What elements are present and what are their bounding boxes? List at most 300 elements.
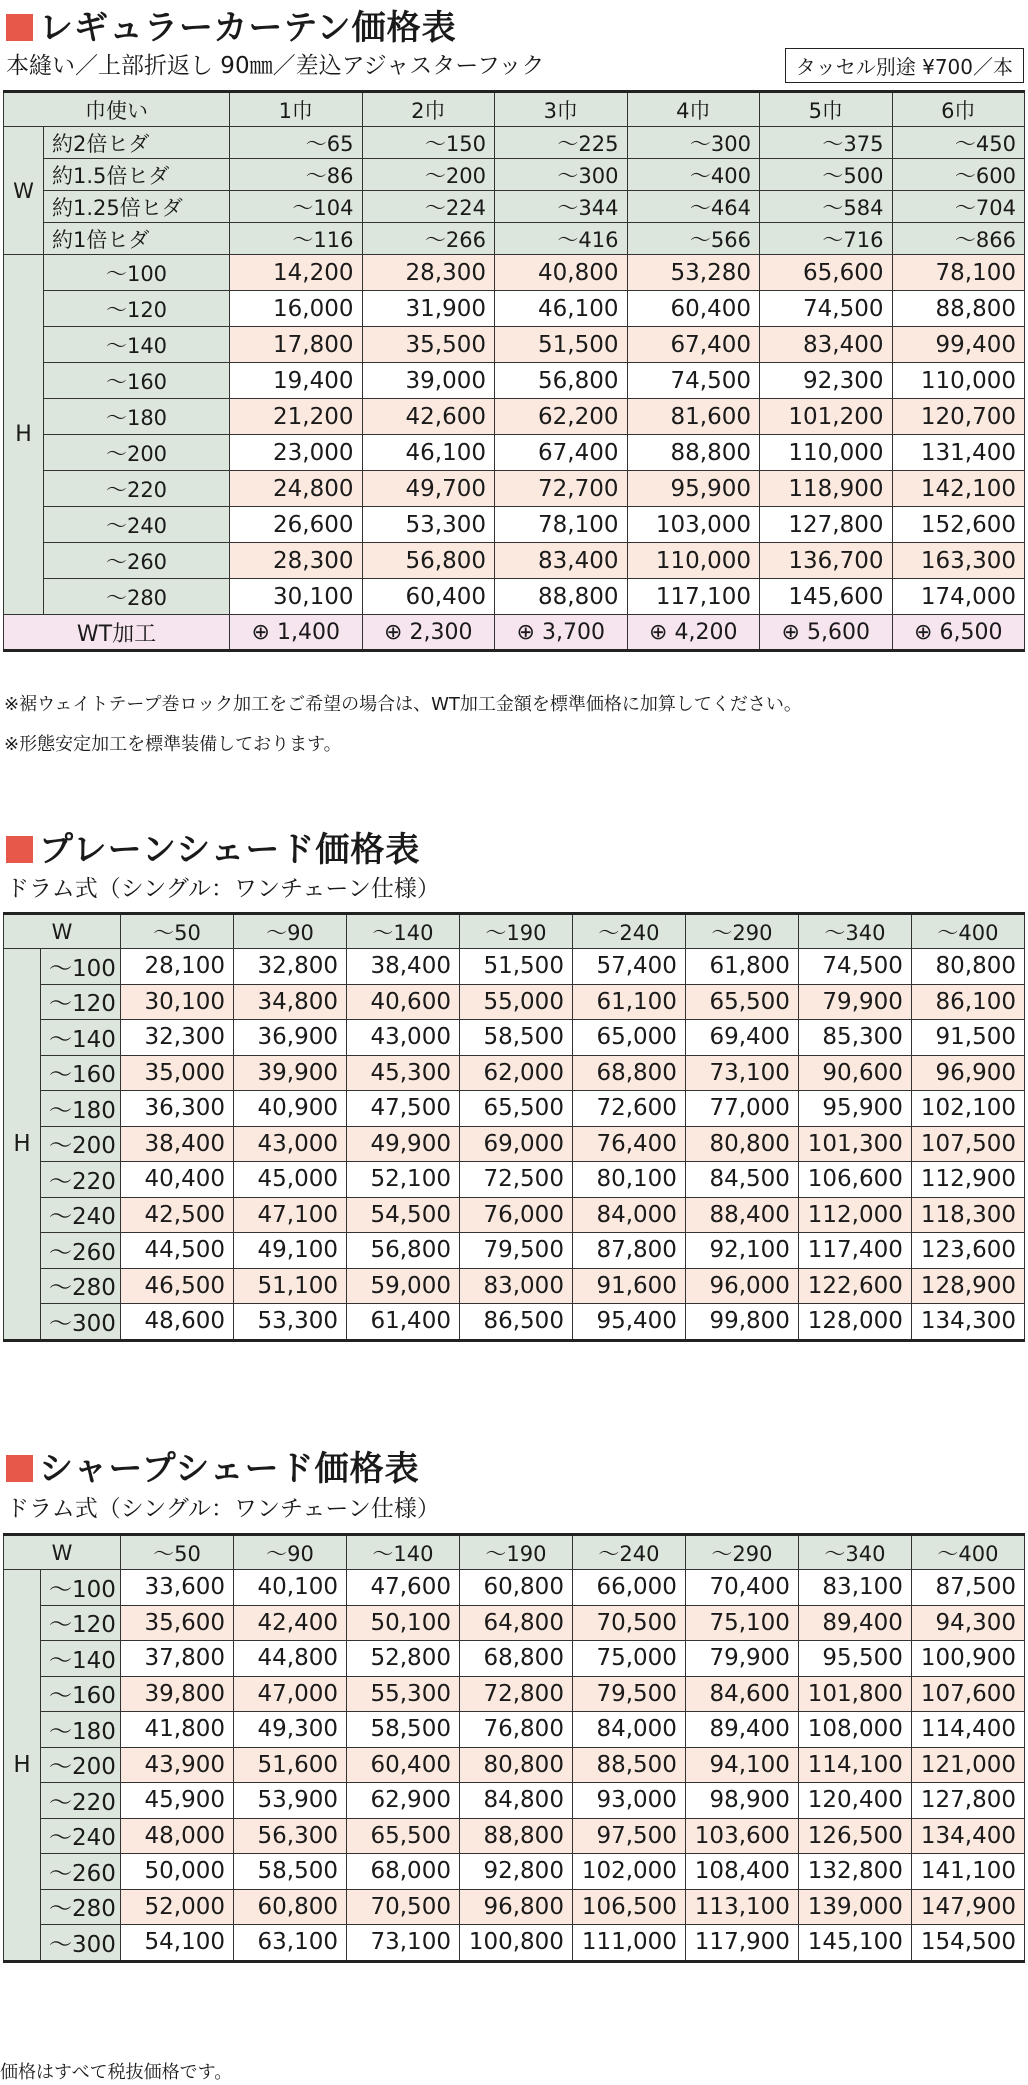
- price-cell: 65,500: [459, 1091, 572, 1127]
- price-cell: 114,400: [911, 1712, 1024, 1748]
- price-cell: 92,800: [459, 1854, 572, 1890]
- column-header: ～140: [346, 914, 459, 949]
- width-cell: ～464: [627, 191, 760, 223]
- table-row: [4, 1783, 1025, 1819]
- price-cell: 108,400: [685, 1854, 798, 1890]
- price-cell: 36,900: [234, 1020, 347, 1056]
- width-cell: ～300: [627, 127, 760, 159]
- column-header: 1巾: [230, 92, 363, 127]
- price-cell: 93,000: [572, 1783, 685, 1819]
- price-cell: 58,500: [234, 1854, 347, 1890]
- column-header: ～90: [234, 1535, 347, 1570]
- price-cell: 80,800: [685, 1126, 798, 1162]
- price-cell: 84,000: [572, 1197, 685, 1233]
- height-label: ～280: [41, 1889, 121, 1925]
- curtain-title-text: レギュラーカーテン価格表: [39, 8, 457, 48]
- column-header: ～400: [911, 914, 1024, 949]
- price-cell: 118,900: [760, 471, 893, 507]
- price-cell: 95,500: [798, 1641, 911, 1677]
- price-cell: 134,400: [911, 1818, 1024, 1854]
- price-cell: 100,800: [459, 1925, 572, 1962]
- height-label: ～120: [41, 1605, 121, 1641]
- price-cell: 102,000: [572, 1854, 685, 1890]
- width-cell: ～584: [760, 191, 893, 223]
- column-header: ～90: [234, 914, 347, 949]
- width-cell: ～716: [760, 223, 893, 255]
- table-row: [4, 1020, 1025, 1056]
- price-cell: 33,600: [121, 1570, 234, 1606]
- height-label: ～240: [41, 1197, 121, 1233]
- plain-title-text: プレーンシェード価格表: [39, 830, 421, 870]
- price-cell: 63,100: [234, 1925, 347, 1962]
- table-row: [4, 949, 1025, 985]
- table-row: [4, 1126, 1025, 1162]
- price-cell: 106,500: [572, 1889, 685, 1925]
- width-cell: ～400: [627, 159, 760, 191]
- price-cell: 88,500: [572, 1747, 685, 1783]
- price-cell: 41,800: [121, 1712, 234, 1748]
- column-header: ～400: [911, 1535, 1024, 1570]
- price-cell: 51,500: [495, 327, 628, 363]
- price-cell: 42,500: [121, 1197, 234, 1233]
- pleat-label: 約1.25倍ヒダ: [44, 191, 230, 223]
- price-cell: 28,300: [230, 543, 363, 579]
- column-header: ～50: [121, 914, 234, 949]
- price-cell: 35,000: [121, 1055, 234, 1091]
- price-cell: 48,000: [121, 1818, 234, 1854]
- pleat-label: 約1倍ヒダ: [44, 223, 230, 255]
- price-cell: 56,800: [495, 363, 628, 399]
- price-cell: 88,800: [495, 579, 628, 615]
- height-label: ～280: [44, 579, 230, 615]
- price-cell: 34,800: [234, 984, 347, 1020]
- height-label: ～200: [41, 1747, 121, 1783]
- price-cell: 72,800: [459, 1676, 572, 1712]
- price-cell: 61,400: [346, 1304, 459, 1341]
- price-cell: 38,400: [346, 949, 459, 985]
- price-cell: 83,400: [760, 327, 893, 363]
- column-header: ～190: [459, 1535, 572, 1570]
- price-cell: 54,100: [121, 1925, 234, 1962]
- price-cell: 72,600: [572, 1091, 685, 1127]
- price-cell: 50,100: [346, 1605, 459, 1641]
- price-cell: 46,500: [121, 1268, 234, 1304]
- price-cell: 111,000: [572, 1925, 685, 1962]
- price-cell: 58,500: [346, 1712, 459, 1748]
- price-cell: 35,500: [362, 327, 495, 363]
- table-row: [4, 1605, 1025, 1641]
- height-label: ～200: [44, 435, 230, 471]
- price-cell: 128,900: [911, 1268, 1024, 1304]
- wt-label: WT加工: [4, 615, 230, 651]
- price-cell: 101,300: [798, 1126, 911, 1162]
- table-row: [4, 255, 1025, 291]
- table-row: [4, 1889, 1025, 1925]
- column-header: ～290: [685, 1535, 798, 1570]
- price-cell: 72,700: [495, 471, 628, 507]
- height-label: ～180: [41, 1091, 121, 1127]
- price-cell: 74,500: [627, 363, 760, 399]
- price-cell: 19,400: [230, 363, 363, 399]
- width-row: [4, 191, 1025, 223]
- price-cell: 51,600: [234, 1747, 347, 1783]
- height-label: ～300: [41, 1925, 121, 1962]
- height-label: ～280: [41, 1268, 121, 1304]
- height-label: ～220: [41, 1162, 121, 1198]
- table-row: [4, 291, 1025, 327]
- price-cell: 32,300: [121, 1020, 234, 1056]
- column-header: ～240: [572, 1535, 685, 1570]
- price-cell: 96,900: [911, 1055, 1024, 1091]
- price-cell: 60,400: [346, 1747, 459, 1783]
- price-cell: 80,100: [572, 1162, 685, 1198]
- price-cell: 76,000: [459, 1197, 572, 1233]
- width-cell: ～300: [495, 159, 628, 191]
- price-cell: 102,100: [911, 1091, 1024, 1127]
- price-cell: 83,000: [459, 1268, 572, 1304]
- price-cell: 121,000: [911, 1747, 1024, 1783]
- height-label: ～180: [41, 1712, 121, 1748]
- price-cell: 51,500: [459, 949, 572, 985]
- tax-footnote: 価格はすべて税抜価格です。: [0, 2062, 233, 2083]
- sharp-title-text: シャープシェード価格表: [39, 1449, 420, 1489]
- price-cell: 62,900: [346, 1783, 459, 1819]
- price-cell: 50,000: [121, 1854, 234, 1890]
- price-cell: 85,300: [798, 1020, 911, 1056]
- price-cell: 67,400: [495, 435, 628, 471]
- price-cell: 47,500: [346, 1091, 459, 1127]
- price-cell: 132,800: [798, 1854, 911, 1890]
- price-cell: 61,100: [572, 984, 685, 1020]
- width-row: [4, 127, 1025, 159]
- price-cell: 65,600: [760, 255, 893, 291]
- price-cell: 14,200: [230, 255, 363, 291]
- table-header-row: [4, 914, 1025, 949]
- price-cell: 128,000: [798, 1304, 911, 1341]
- width-cell: ～104: [230, 191, 363, 223]
- price-cell: 39,000: [362, 363, 495, 399]
- price-cell: 40,100: [234, 1570, 347, 1606]
- height-label: ～180: [44, 399, 230, 435]
- price-cell: 54,500: [346, 1197, 459, 1233]
- price-cell: 69,400: [685, 1020, 798, 1056]
- price-cell: 46,100: [495, 291, 628, 327]
- pleat-label: 約1.5倍ヒダ: [44, 159, 230, 191]
- h-group-label: H: [4, 255, 44, 615]
- price-cell: 73,100: [346, 1925, 459, 1962]
- price-cell: 123,600: [911, 1233, 1024, 1269]
- price-cell: 35,600: [121, 1605, 234, 1641]
- price-cell: 89,400: [798, 1605, 911, 1641]
- price-cell: 84,800: [459, 1783, 572, 1819]
- price-cell: 40,800: [495, 255, 628, 291]
- price-cell: 95,900: [627, 471, 760, 507]
- square-bullet-icon: [6, 836, 33, 863]
- price-cell: 87,500: [911, 1570, 1024, 1606]
- height-label: ～140: [44, 327, 230, 363]
- table-row: [4, 1570, 1025, 1606]
- price-cell: 74,500: [760, 291, 893, 327]
- table-row: [4, 1712, 1025, 1748]
- price-cell: 77,000: [685, 1091, 798, 1127]
- height-label: ～140: [41, 1020, 121, 1056]
- pleat-label: 約2倍ヒダ: [44, 127, 230, 159]
- curtain-price-title: [6, 0, 457, 49]
- price-cell: 103,600: [685, 1818, 798, 1854]
- table-row: [4, 1162, 1025, 1198]
- price-cell: 78,100: [892, 255, 1025, 291]
- price-cell: 70,400: [685, 1570, 798, 1606]
- square-bullet-icon: [6, 1455, 33, 1482]
- price-cell: 79,500: [459, 1233, 572, 1269]
- price-cell: 53,300: [362, 507, 495, 543]
- height-label: ～200: [41, 1126, 121, 1162]
- price-cell: 145,600: [760, 579, 893, 615]
- table-row: [4, 1055, 1025, 1091]
- width-cell: ～150: [362, 127, 495, 159]
- plain-shade-subtitle: ドラム式（シングル：ワンチェーン仕様）: [6, 876, 440, 902]
- price-cell: 49,900: [346, 1126, 459, 1162]
- price-cell: 131,400: [892, 435, 1025, 471]
- price-cell: 110,000: [760, 435, 893, 471]
- price-cell: 61,800: [685, 949, 798, 985]
- price-cell: 139,000: [798, 1889, 911, 1925]
- price-cell: 113,100: [685, 1889, 798, 1925]
- table-row: [4, 1676, 1025, 1712]
- price-cell: 68,000: [346, 1854, 459, 1890]
- price-cell: 114,100: [798, 1747, 911, 1783]
- width-cell: ～375: [760, 127, 893, 159]
- height-label: ～100: [44, 255, 230, 291]
- column-header: 3巾: [495, 92, 628, 127]
- table-row: [4, 507, 1025, 543]
- height-label: ～220: [44, 471, 230, 507]
- price-cell: 98,900: [685, 1783, 798, 1819]
- plain-shade-table: [3, 912, 1025, 1342]
- wt-cell: ⊕ 3,700: [495, 615, 628, 651]
- price-cell: 42,600: [362, 399, 495, 435]
- width-cell: ～86: [230, 159, 363, 191]
- price-cell: 120,700: [892, 399, 1025, 435]
- curtain-price-table: [3, 90, 1025, 652]
- width-cell: ～116: [230, 223, 363, 255]
- price-cell: 99,400: [892, 327, 1025, 363]
- price-cell: 17,800: [230, 327, 363, 363]
- column-header: ～140: [346, 1535, 459, 1570]
- price-cell: 67,400: [627, 327, 760, 363]
- table-row: [4, 1747, 1025, 1783]
- price-cell: 32,800: [234, 949, 347, 985]
- price-cell: 106,600: [798, 1162, 911, 1198]
- column-header: 2巾: [362, 92, 495, 127]
- price-cell: 53,900: [234, 1783, 347, 1819]
- price-cell: 103,000: [627, 507, 760, 543]
- price-cell: 108,000: [798, 1712, 911, 1748]
- price-cell: 23,000: [230, 435, 363, 471]
- price-cell: 45,900: [121, 1783, 234, 1819]
- h-group-label: H: [4, 949, 41, 1341]
- price-cell: 53,300: [234, 1304, 347, 1341]
- table-row: [4, 363, 1025, 399]
- column-header: ～340: [798, 1535, 911, 1570]
- price-cell: 40,900: [234, 1091, 347, 1127]
- width-cell: ～566: [627, 223, 760, 255]
- wt-note: ※裾ウェイトテープ巻ロック加工をご希望の場合は、WT加工金額を標準価格に加算してください。: [4, 694, 802, 715]
- price-cell: 88,800: [892, 291, 1025, 327]
- wt-cell: ⊕ 1,400: [230, 615, 363, 651]
- price-cell: 65,000: [572, 1020, 685, 1056]
- price-cell: 70,500: [346, 1889, 459, 1925]
- sharp-shade-table: [3, 1533, 1025, 1963]
- price-cell: 60,400: [362, 579, 495, 615]
- price-cell: 152,600: [892, 507, 1025, 543]
- price-cell: 62,200: [495, 399, 628, 435]
- sharp-shade-subtitle: ドラム式（シングル：ワンチェーン仕様）: [6, 1496, 440, 1522]
- price-cell: 127,800: [911, 1783, 1024, 1819]
- height-label: ～100: [41, 1570, 121, 1606]
- price-cell: 65,500: [346, 1818, 459, 1854]
- price-cell: 49,700: [362, 471, 495, 507]
- price-cell: 42,400: [234, 1605, 347, 1641]
- price-cell: 101,200: [760, 399, 893, 435]
- price-cell: 112,900: [911, 1162, 1024, 1198]
- tassel-badge: タッセル別途 ¥700／本: [785, 48, 1024, 83]
- width-row: [4, 159, 1025, 191]
- height-label: ～120: [41, 984, 121, 1020]
- price-cell: 60,800: [459, 1570, 572, 1606]
- price-cell: 16,000: [230, 291, 363, 327]
- price-cell: 52,100: [346, 1162, 459, 1198]
- width-usage-header: 巾使い: [4, 92, 230, 127]
- width-cell: ～266: [362, 223, 495, 255]
- table-header-row: [4, 1535, 1025, 1570]
- width-cell: ～224: [362, 191, 495, 223]
- height-label: ～160: [44, 363, 230, 399]
- price-cell: 79,900: [798, 984, 911, 1020]
- column-header: 6巾: [892, 92, 1025, 127]
- price-cell: 51,100: [234, 1268, 347, 1304]
- price-cell: 72,500: [459, 1162, 572, 1198]
- price-cell: 49,100: [234, 1233, 347, 1269]
- width-cell: ～866: [892, 223, 1025, 255]
- price-cell: 45,000: [234, 1162, 347, 1198]
- price-cell: 154,500: [911, 1925, 1024, 1962]
- price-cell: 117,400: [798, 1233, 911, 1269]
- price-cell: 88,400: [685, 1197, 798, 1233]
- w-group-label: W: [4, 127, 44, 255]
- column-header: ～50: [121, 1535, 234, 1570]
- price-cell: 40,400: [121, 1162, 234, 1198]
- price-cell: 107,500: [911, 1126, 1024, 1162]
- price-cell: 43,000: [346, 1020, 459, 1056]
- price-cell: 62,000: [459, 1055, 572, 1091]
- width-cell: ～450: [892, 127, 1025, 159]
- price-cell: 40,600: [346, 984, 459, 1020]
- wt-cell: ⊕ 2,300: [362, 615, 495, 651]
- price-cell: 76,400: [572, 1126, 685, 1162]
- price-cell: 75,100: [685, 1605, 798, 1641]
- price-cell: 57,400: [572, 949, 685, 985]
- price-cell: 37,800: [121, 1641, 234, 1677]
- price-cell: 80,800: [459, 1747, 572, 1783]
- price-cell: 31,900: [362, 291, 495, 327]
- width-cell: ～225: [495, 127, 628, 159]
- width-cell: ～200: [362, 159, 495, 191]
- price-cell: 110,000: [627, 543, 760, 579]
- width-cell: ～344: [495, 191, 628, 223]
- height-label: ～260: [44, 543, 230, 579]
- price-cell: 118,300: [911, 1197, 1024, 1233]
- price-cell: 117,100: [627, 579, 760, 615]
- width-row: [4, 223, 1025, 255]
- price-cell: 100,900: [911, 1641, 1024, 1677]
- height-label: ～220: [41, 1783, 121, 1819]
- price-cell: 26,600: [230, 507, 363, 543]
- price-cell: 92,100: [685, 1233, 798, 1269]
- square-bullet-icon: [6, 14, 33, 41]
- price-cell: 87,800: [572, 1233, 685, 1269]
- price-cell: 39,900: [234, 1055, 347, 1091]
- price-cell: 28,300: [362, 255, 495, 291]
- price-cell: 136,700: [760, 543, 893, 579]
- price-cell: 142,100: [892, 471, 1025, 507]
- wt-cell: ⊕ 4,200: [627, 615, 760, 651]
- price-cell: 110,000: [892, 363, 1025, 399]
- price-cell: 58,500: [459, 1020, 572, 1056]
- price-cell: 47,000: [234, 1676, 347, 1712]
- price-cell: 43,000: [234, 1126, 347, 1162]
- price-cell: 80,800: [911, 949, 1024, 985]
- width-cell: ～704: [892, 191, 1025, 223]
- price-cell: 94,100: [685, 1747, 798, 1783]
- wt-cell: ⊕ 5,600: [760, 615, 893, 651]
- price-cell: 84,600: [685, 1676, 798, 1712]
- price-cell: 91,600: [572, 1268, 685, 1304]
- column-header: 4巾: [627, 92, 760, 127]
- price-cell: 163,300: [892, 543, 1025, 579]
- price-cell: 90,600: [798, 1055, 911, 1091]
- price-cell: 81,600: [627, 399, 760, 435]
- price-cell: 48,600: [121, 1304, 234, 1341]
- price-cell: 65,500: [685, 984, 798, 1020]
- price-cell: 38,400: [121, 1126, 234, 1162]
- wt-cell: ⊕ 6,500: [892, 615, 1025, 651]
- sharp-shade-title: [6, 1441, 420, 1490]
- price-cell: 78,100: [495, 507, 628, 543]
- price-cell: 55,000: [459, 984, 572, 1020]
- price-cell: 45,300: [346, 1055, 459, 1091]
- height-label: ～160: [41, 1676, 121, 1712]
- price-cell: 88,800: [459, 1818, 572, 1854]
- price-cell: 70,500: [572, 1605, 685, 1641]
- price-cell: 68,800: [459, 1641, 572, 1677]
- height-label: ～240: [44, 507, 230, 543]
- price-cell: 60,400: [627, 291, 760, 327]
- price-cell: 83,400: [495, 543, 628, 579]
- table-row: [4, 1197, 1025, 1233]
- price-cell: 79,500: [572, 1676, 685, 1712]
- price-cell: 134,300: [911, 1304, 1024, 1341]
- price-cell: 56,800: [346, 1233, 459, 1269]
- price-cell: 95,900: [798, 1091, 911, 1127]
- price-cell: 126,500: [798, 1818, 911, 1854]
- height-label: ～120: [44, 291, 230, 327]
- column-header: ～240: [572, 914, 685, 949]
- price-cell: 91,500: [911, 1020, 1024, 1056]
- price-cell: 52,800: [346, 1641, 459, 1677]
- price-cell: 96,000: [685, 1268, 798, 1304]
- height-label: ～260: [41, 1854, 121, 1890]
